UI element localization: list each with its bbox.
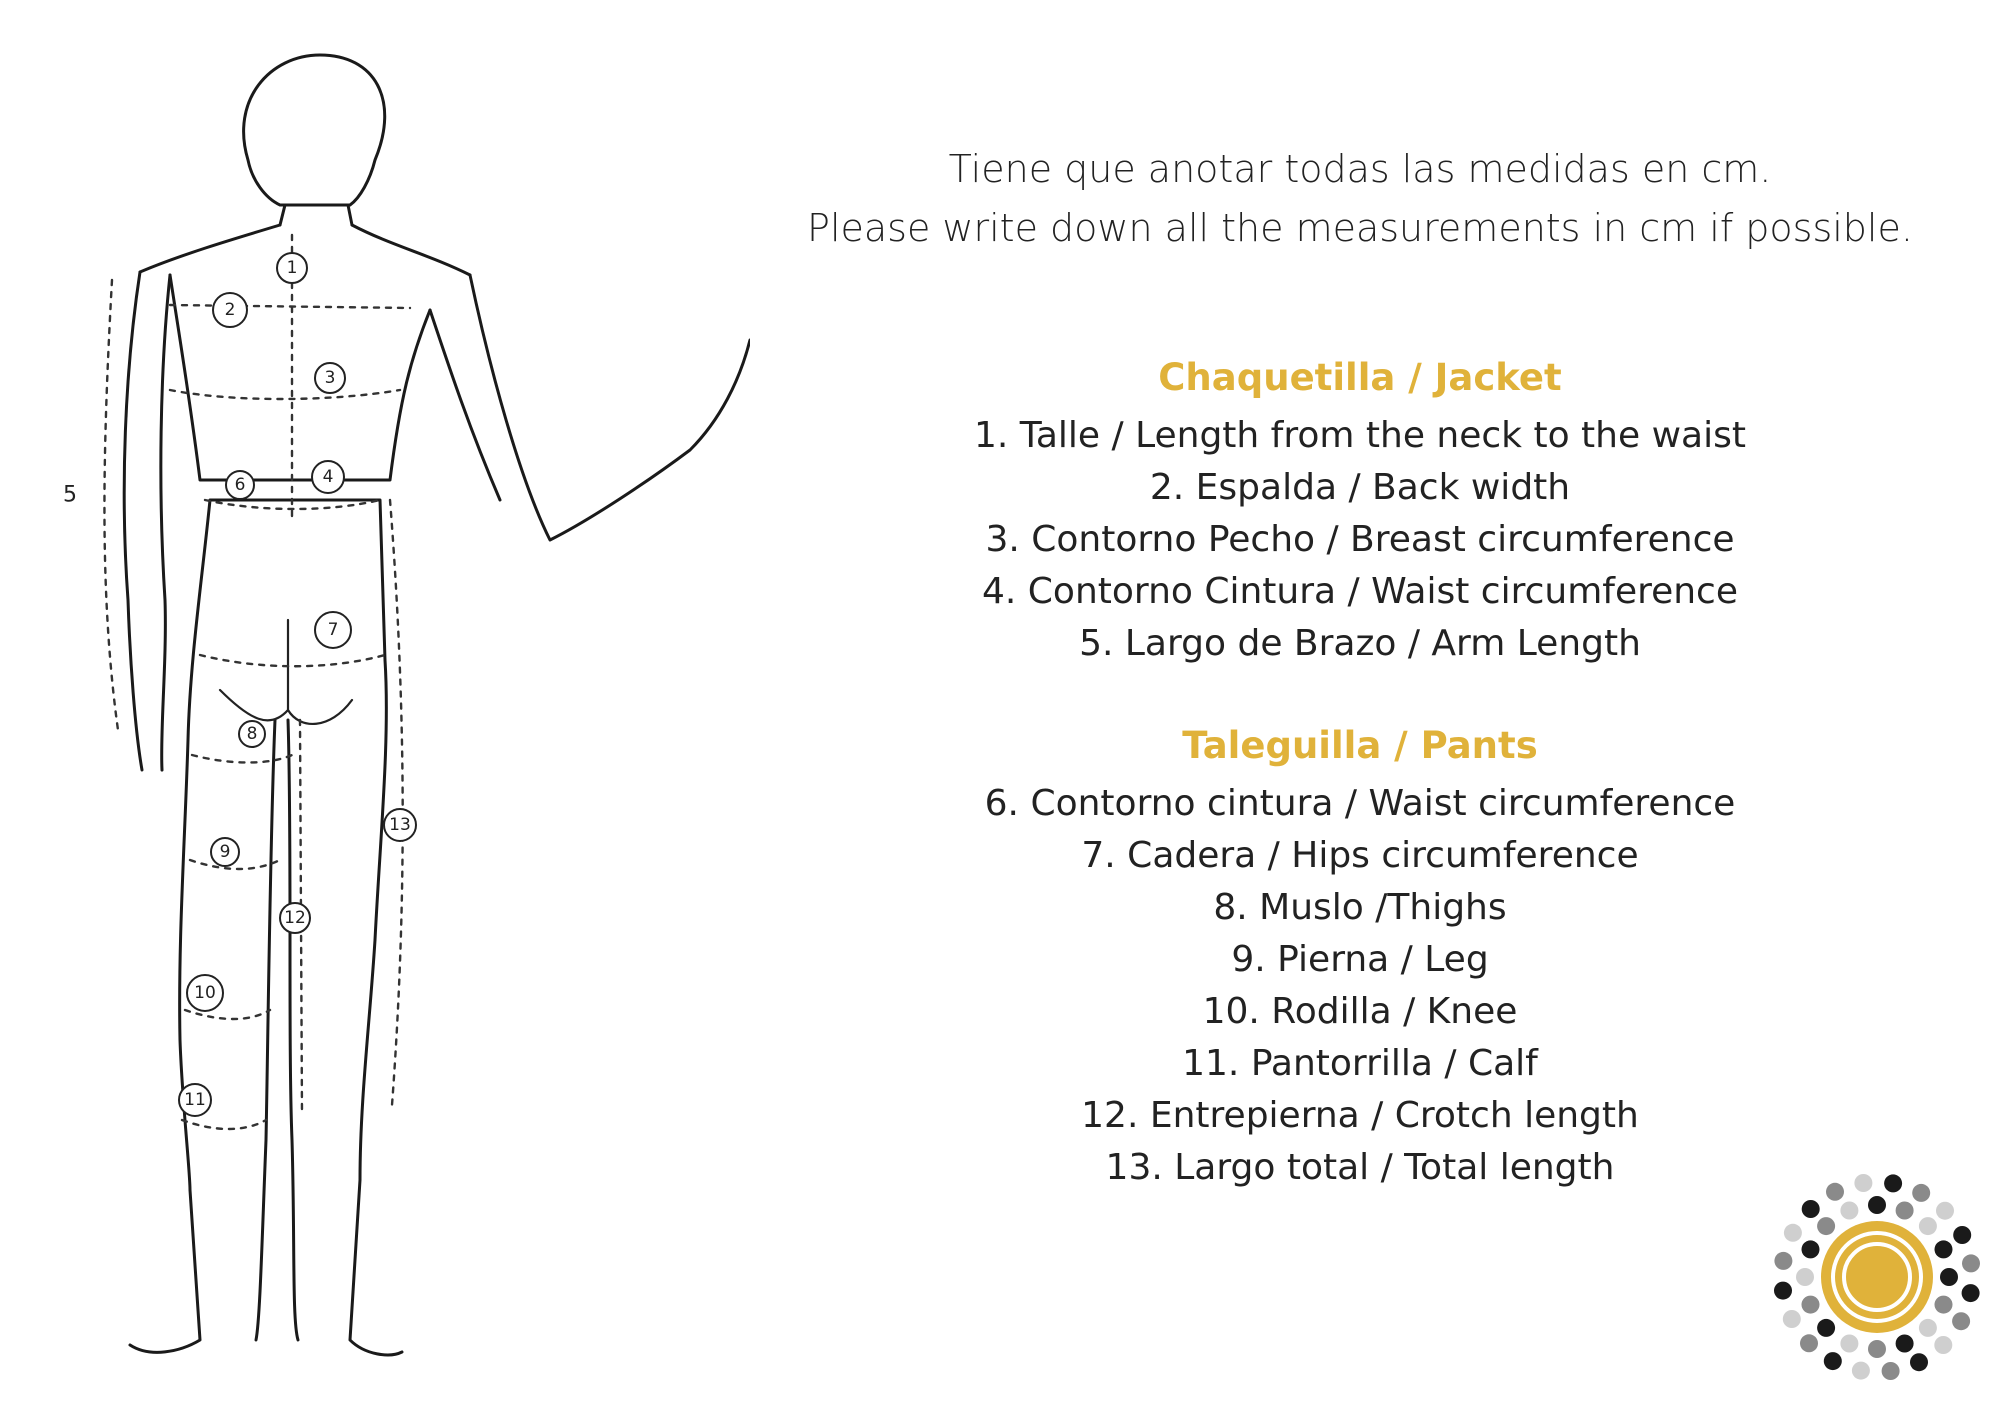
guide-knee	[185, 1010, 270, 1019]
marker-8	[239, 721, 265, 747]
svg-text:8: 8	[246, 724, 258, 744]
pants-item: 7. Cadera / Hips circumference	[1081, 835, 1639, 876]
intro-line-english: Please write down all the measurements in cm if possible.	[807, 206, 1913, 250]
pants-item: 8. Muslo /Thighs	[1213, 887, 1507, 928]
jacket-item: 5. Largo de Brazo / Arm Length	[1079, 623, 1641, 664]
intro-line-spanish: Tiene que anotar todas las medidas en cm.	[948, 147, 1772, 191]
svg-text:6: 6	[234, 475, 246, 495]
svg-text:10: 10	[194, 983, 216, 1003]
logo-dot	[1912, 1184, 1930, 1202]
logo-dot	[1940, 1268, 1958, 1286]
jacket-item: 2. Espalda / Back width	[1149, 467, 1571, 508]
marker-11	[179, 1084, 211, 1116]
logo-dot	[1919, 1217, 1937, 1235]
logo-dot	[1802, 1200, 1820, 1218]
pants-title: Taleguilla / Pants	[1182, 724, 1538, 767]
guide-total-length	[390, 500, 403, 1105]
figure-legs	[130, 500, 402, 1355]
pants-item: 10. Rodilla / Knee	[1202, 991, 1518, 1032]
jacket-item: 3. Contorno Pecho / Breast circumference	[985, 519, 1735, 560]
marker-10	[187, 975, 223, 1011]
logo-dot	[1840, 1202, 1858, 1220]
pants-item: 11. Pantorrilla / Calf	[1182, 1043, 1538, 1084]
logo-dot	[1802, 1240, 1820, 1258]
marker-9	[211, 838, 239, 866]
figure-head	[244, 55, 385, 205]
logo-dot	[1784, 1224, 1802, 1242]
guide-hips	[200, 655, 385, 666]
logo-dot	[1934, 1336, 1952, 1354]
marker-5	[63, 483, 77, 508]
logo-dot	[1910, 1353, 1928, 1371]
svg-text:1: 1	[286, 258, 298, 278]
sun-logo-icon	[1765, 1162, 1995, 1392]
logo-dot	[1817, 1319, 1835, 1337]
marker-2	[213, 293, 247, 327]
svg-text:2: 2	[224, 300, 236, 320]
figure-neck	[280, 205, 352, 225]
figure-right-arm	[430, 275, 750, 540]
logo-dot	[1852, 1362, 1870, 1380]
logo-dot	[1824, 1352, 1842, 1370]
logo-dot	[1884, 1174, 1902, 1192]
guide-breast	[170, 390, 400, 399]
jacket-title: Chaquetilla / Jacket	[1158, 356, 1562, 399]
logo-dot	[1868, 1196, 1886, 1214]
logo-dot	[1919, 1319, 1937, 1337]
logo-dot	[1840, 1335, 1858, 1353]
marker-4	[312, 461, 344, 493]
marker-3	[315, 363, 345, 393]
logo-dot	[1962, 1254, 1980, 1272]
guide-thigh	[192, 755, 292, 763]
svg-text:5: 5	[63, 482, 77, 508]
guide-calf	[182, 1120, 266, 1129]
logo-dot	[1854, 1174, 1872, 1192]
logo-dot	[1802, 1296, 1820, 1314]
svg-text:3: 3	[324, 368, 336, 388]
logo-dot	[1882, 1362, 1900, 1380]
figure-left-arm	[124, 272, 170, 770]
marker-6	[226, 471, 254, 499]
jacket-section	[780, 354, 1940, 670]
logo-dot	[1774, 1252, 1792, 1270]
logo-dot	[1953, 1226, 1971, 1244]
logo-dot	[1783, 1310, 1801, 1328]
marker-12	[280, 903, 310, 933]
logo-dot	[1935, 1240, 1953, 1258]
logo-dot	[1826, 1183, 1844, 1201]
svg-text:11: 11	[184, 1090, 206, 1110]
svg-text:13: 13	[389, 815, 411, 835]
logo-dot	[1952, 1312, 1970, 1330]
logo-dot	[1896, 1202, 1914, 1220]
svg-text:12: 12	[284, 908, 306, 928]
body-measurement-figure	[30, 40, 750, 1380]
pants-item: 9. Pierna / Leg	[1231, 939, 1489, 980]
jacket-item: 4. Contorno Cintura / Waist circumference	[981, 571, 1739, 612]
pants-item: 6. Contorno cintura / Waist circumference	[984, 783, 1736, 824]
logo-sun-disc	[1821, 1221, 1933, 1333]
marker-1	[277, 253, 307, 283]
marker-7	[315, 612, 351, 648]
logo-dot	[1774, 1282, 1792, 1300]
logo-dot	[1800, 1334, 1818, 1352]
pants-item: 12. Entrepierna / Crotch length	[1081, 1095, 1639, 1136]
logo-dot	[1936, 1202, 1954, 1220]
instructions-panel	[780, 140, 1940, 1194]
pants-section	[780, 722, 1940, 1194]
guide-arm-length	[104, 280, 118, 730]
logo-dot	[1868, 1340, 1886, 1358]
svg-text:7: 7	[327, 620, 339, 640]
pants-item: 13. Largo total / Total length	[1105, 1147, 1615, 1188]
svg-text:4: 4	[322, 467, 334, 487]
guide-back-width	[170, 305, 410, 308]
logo-dot	[1817, 1217, 1835, 1235]
figure-drawing	[30, 40, 750, 1380]
sun-logo-graphic	[1765, 1162, 1995, 1392]
logo-dot	[1962, 1284, 1980, 1302]
logo-dot	[1896, 1335, 1914, 1353]
logo-dot	[1935, 1296, 1953, 1314]
marker-13	[384, 809, 416, 841]
jacket-item: 1. Talle / Length from the neck to the waist	[974, 415, 1746, 456]
logo-dot	[1796, 1268, 1814, 1286]
svg-text:9: 9	[219, 842, 231, 862]
